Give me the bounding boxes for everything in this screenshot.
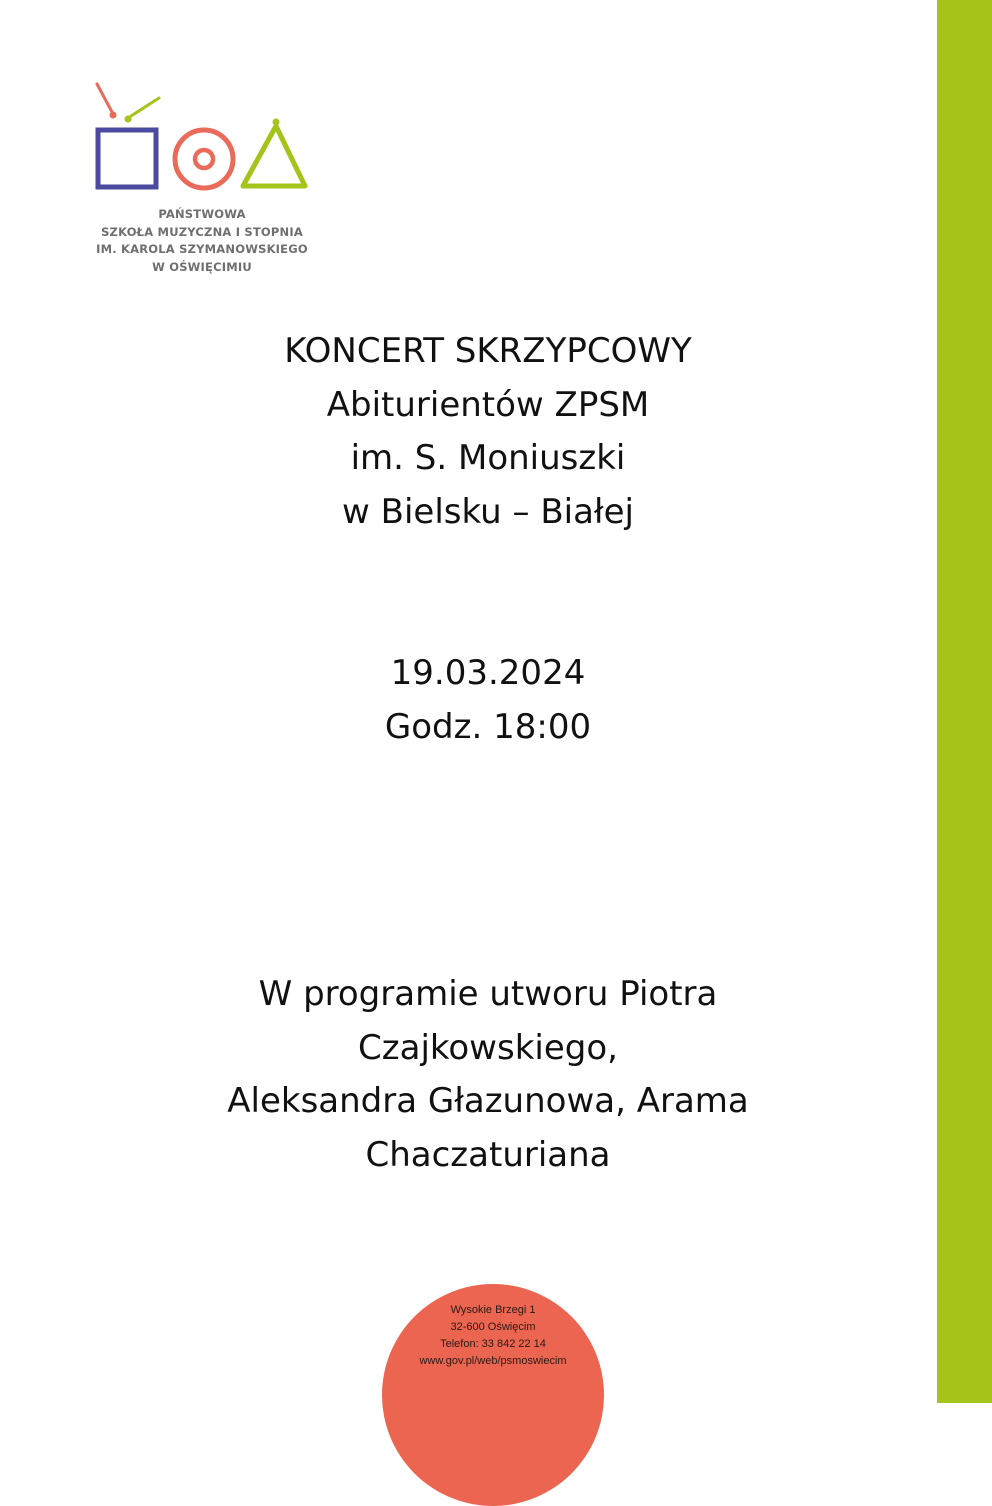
address-street: Wysokie Brzegi 1 (450, 1304, 536, 1316)
program-line: Aleksandra Głazunowa, Arama (227, 1081, 749, 1121)
triangle-instrument-icon (243, 119, 305, 187)
concert-title-line: w Bielsku – Białej (342, 491, 634, 532)
concert-date: 19.03.2024 (390, 653, 586, 693)
school-name-line: IM. KAROLA SZYMANOWSKIEGO (96, 242, 308, 256)
school-logo (88, 78, 318, 198)
address-city: 32-600 Oświęcim (450, 1321, 536, 1333)
target-circle-icon (175, 130, 233, 188)
program-line: Chaczaturiana (365, 1134, 611, 1175)
school-name-line: W OŚWIĘCIMIU (152, 259, 252, 274)
concert-title-line: KONCERT SKRZYPCOWY (284, 331, 692, 371)
concert-program (150, 968, 826, 1182)
school-name (60, 206, 344, 276)
school-name-line: SZKOŁA MUZYCZNA I STOPNIA (101, 224, 303, 239)
school-name-line: PAŃSTWOWA (158, 207, 246, 221)
program-line: Czajkowskiego, (358, 1027, 618, 1068)
concert-date-time (150, 647, 826, 754)
address-phone: Telefon: 33 842 22 14 (440, 1338, 546, 1350)
tv-square-icon (97, 84, 159, 187)
concert-time: Godz. 18:00 (384, 706, 592, 747)
concert-title (150, 325, 826, 539)
concert-title-line: Abiturientów ZPSM (326, 384, 650, 425)
concert-title-line: im. S. Moniuszki (350, 438, 626, 478)
address-website[interactable]: www.gov.pl/web/psmoswiecim (419, 1355, 567, 1367)
program-line: W programie utworu Piotra (258, 974, 718, 1014)
footer-address (382, 1302, 604, 1370)
green-side-bar (937, 0, 992, 1403)
